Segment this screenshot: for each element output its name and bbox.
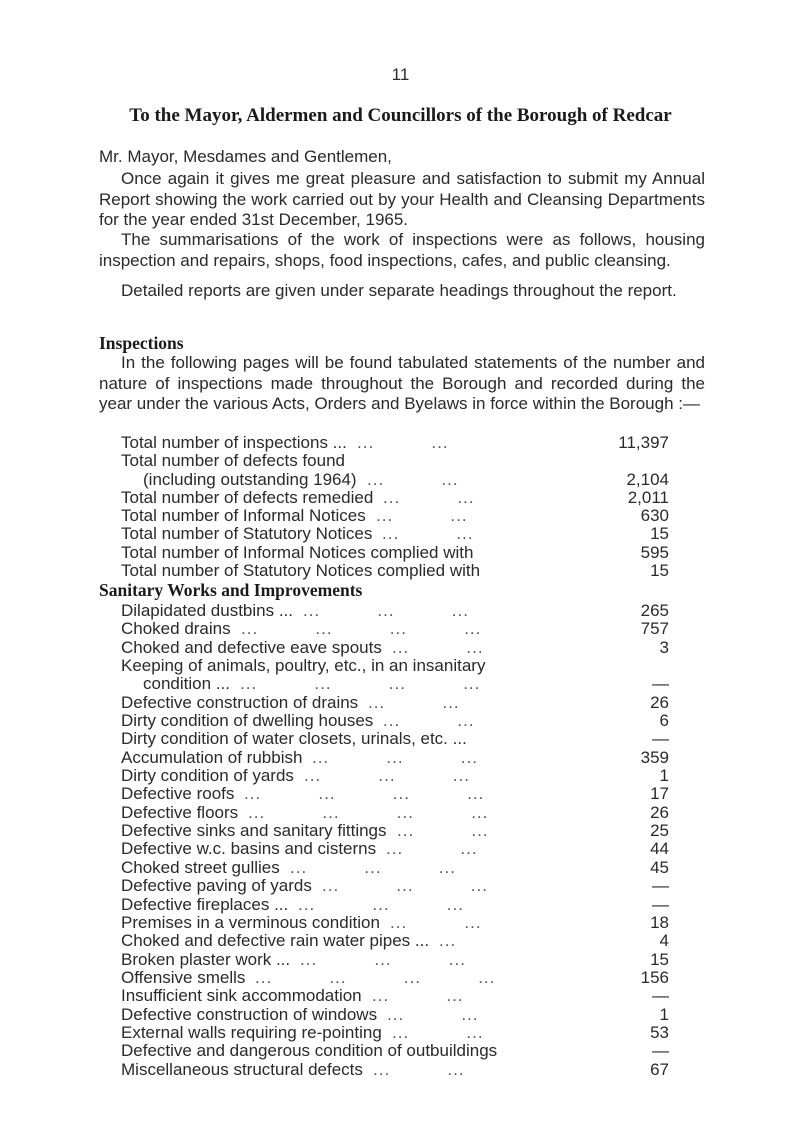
sanitary-row — [121, 1006, 669, 1024]
sanitary-row — [121, 657, 669, 675]
inspection-row — [121, 452, 669, 470]
sanitary-row — [121, 951, 669, 969]
sanitary-row-label: Defective and dangerous condition of outbuildings — [121, 1041, 498, 1061]
paragraph-1 — [99, 169, 705, 231]
inspection-row-leader-dots: ... ... — [376, 506, 468, 526]
inspection-row-leader-dots: ... ... — [367, 469, 459, 489]
paragraph-1-text: Once again it gives me great pleasure and satisfaction to submit my Annual Report showing the work carried out by your Health and Cleansing Departments for the year ended 31st December, 1965. — [99, 169, 705, 229]
page-number: 11 — [391, 65, 410, 84]
sanitary-row-leader-dots: ... ... — [397, 821, 489, 841]
sanitary-row — [121, 840, 669, 858]
sanitary-row-value: — — [652, 986, 669, 1006]
inspection-row-label: Total number of Statutory Notices — [121, 524, 373, 544]
sanitary-row-leader-dots: ... ... ... — [290, 857, 456, 877]
sanitary-row-label: Dirty condition of yards — [121, 766, 294, 786]
sanitary-row-label: Defective paving of yards — [121, 876, 312, 896]
sanitary-works-list — [121, 602, 669, 1079]
sanitary-row-leader-dots: ... — [439, 931, 457, 951]
sanitary-row — [121, 639, 669, 657]
report-heading: To the Mayor, Aldermen and Councillors of the Borough of Redcar — [129, 105, 672, 126]
sanitary-row-value: 18 — [650, 912, 669, 932]
sanitary-row — [121, 914, 669, 932]
sanitary-row — [121, 859, 669, 877]
sanitary-row-label: Choked and defective rain water pipes ... — [121, 931, 430, 951]
inspections-list — [121, 434, 669, 580]
sanitary-row-leader-dots: ... ... ... ... — [255, 967, 496, 987]
sanitary-row-leader-dots: ... ... — [392, 637, 484, 657]
inspection-row — [121, 434, 669, 452]
sanitary-row-value: 156 — [640, 967, 669, 987]
sanitary-row-value: 4 — [659, 931, 669, 951]
sanitary-row-leader-dots: ... ... ... ... — [241, 619, 482, 639]
sanitary-row-value: 26 — [650, 692, 669, 712]
inspection-row-value: 630 — [640, 506, 669, 526]
paragraph-2-text: The summarisations of the work of inspections were as follows, housing inspection and repairs, shops, food inspections, cafes, and public cleansing. — [99, 230, 705, 270]
sanitary-row-label: Defective fireplaces ... — [121, 894, 289, 914]
sanitary-row-leader-dots: ... ... — [368, 692, 460, 712]
sanitary-row-label: Miscellaneous structural defects — [121, 1059, 363, 1079]
inspection-row-value: 11,397 — [618, 433, 669, 452]
sanitary-row — [121, 804, 669, 822]
sanitary-row-leader-dots: ... ... ... — [304, 766, 470, 786]
inspection-row — [121, 525, 669, 543]
sanitary-row — [121, 822, 669, 840]
sanitary-row-label: External walls requiring re-pointing — [121, 1022, 382, 1042]
sanitary-row-label: Dirty condition of dwelling houses — [121, 711, 374, 731]
sanitary-row — [121, 749, 669, 767]
sanitary-row-value: 44 — [650, 839, 669, 859]
inspection-row-value: 15 — [650, 524, 669, 544]
sanitary-row-leader-dots: ... ... — [386, 839, 478, 859]
sanitary-row-leader-dots: ... ... — [392, 1022, 484, 1042]
paragraph-3-text: Detailed reports are given under separate headings throughout the report. — [121, 281, 677, 300]
sanitary-row-label: Offensive smells — [121, 967, 246, 987]
sanitary-row — [121, 620, 669, 638]
sanitary-row-label: Choked and defective eave spouts — [121, 637, 382, 657]
sanitary-row-value: — — [652, 876, 669, 896]
inspection-row-leader-dots: ... ... — [357, 433, 449, 452]
sanitary-row-label: Defective floors — [121, 802, 239, 822]
sanitary-row-label: Accumulation of rubbish — [121, 747, 303, 767]
sanitary-row — [121, 987, 669, 1005]
sanitary-row — [121, 1061, 669, 1079]
sanitary-row — [121, 602, 669, 620]
sanitary-row-label: Insufficient sink accommodation — [121, 986, 362, 1006]
sanitary-row-value: 53 — [650, 1022, 669, 1042]
sanitary-row — [121, 877, 669, 895]
sanitary-row-value: — — [652, 729, 669, 749]
sanitary-row-leader-dots: ... ... — [390, 912, 482, 932]
sanitary-row-value: 26 — [650, 802, 669, 822]
inspection-row-value: 595 — [640, 542, 669, 562]
sanitary-row-leader-dots: ... ... ... — [298, 894, 464, 914]
inspection-row-label: (including outstanding 1964) — [143, 469, 357, 489]
inspection-row-value: 2,011 — [627, 487, 669, 507]
sanitary-row-value: 1 — [659, 1004, 669, 1024]
sanitary-row-label: Defective construction of drains — [121, 692, 359, 712]
inspection-row-value: 2,104 — [626, 469, 669, 489]
sanitary-row-value: 359 — [640, 747, 669, 767]
inspection-row-leader-dots: ... ... — [382, 524, 474, 544]
paragraph-2 — [99, 230, 705, 271]
sanitary-row-label: Choked drains — [121, 619, 231, 639]
inspection-row — [121, 507, 669, 525]
sanitary-row — [121, 694, 669, 712]
sanitary-row-value: — — [652, 894, 669, 914]
sanitary-row — [121, 969, 669, 987]
sanitary-row-value: 265 — [640, 601, 669, 620]
sanitary-row-value: 1 — [659, 766, 669, 786]
sanitary-row — [121, 932, 669, 950]
sanitary-row-leader-dots: ... ... ... ... — [240, 674, 481, 694]
sanitary-row-leader-dots: ... ... — [372, 986, 464, 1006]
sanitary-row — [121, 730, 669, 748]
paragraph-3 — [99, 281, 705, 302]
sanitary-row-leader-dots: ... ... ... — [300, 949, 466, 969]
inspections-intro-text: In the following pages will be found tabulated statements of the number and nature of inspections made throughout the Borough and recorded during the year under the various Acts, Orders and Byelaws in force within the Borough :— — [99, 353, 705, 413]
sanitary-row — [121, 896, 669, 914]
inspection-row-value: 15 — [650, 561, 669, 581]
sanitary-row-value: — — [652, 674, 669, 694]
sanitary-row-label: Defective roofs — [121, 784, 235, 804]
sanitary-row-label: Defective construction of windows — [121, 1004, 378, 1024]
sanitary-row — [121, 1042, 669, 1060]
sanitary-row-value: 3 — [659, 637, 669, 657]
sanitary-title: Sanitary Works and Improvements — [99, 580, 363, 600]
inspections-title: Inspections — [99, 333, 184, 353]
sanitary-row-leader-dots: ... ... — [387, 1004, 479, 1024]
sanitary-row-label: Premises in a verminous condition — [121, 912, 380, 932]
sanitary-row-leader-dots: ... ... ... ... — [248, 802, 489, 822]
sanitary-row-value: 45 — [650, 857, 669, 877]
inspection-row-label: Total number of defects remedied — [121, 487, 374, 507]
sanitary-row — [121, 1024, 669, 1042]
inspection-row — [121, 544, 669, 562]
sanitary-row-leader-dots: ... ... ... — [312, 747, 478, 767]
sanitary-row-label: condition ... — [143, 674, 230, 694]
sanitary-row — [121, 675, 669, 693]
sanitary-row — [121, 785, 669, 803]
sanitary-row-value: 67 — [650, 1059, 669, 1079]
inspection-row-label: Total number of Informal Notices complied with — [121, 542, 474, 562]
sanitary-row-leader-dots: ... ... — [373, 1059, 465, 1079]
sanitary-row-value: 15 — [650, 949, 669, 969]
inspection-row-label: Total number of Statutory Notices complied with — [121, 561, 481, 581]
sanitary-row-value: 17 — [650, 784, 669, 804]
inspection-row — [121, 489, 669, 507]
inspections-intro — [99, 353, 705, 415]
inspection-row-label: Total number of Informal Notices — [121, 506, 366, 526]
sanitary-row-value: 6 — [659, 711, 669, 731]
sanitary-row-value: 757 — [640, 619, 669, 639]
sanitary-row-label: Keeping of animals, poultry, etc., in an insanitary — [121, 656, 486, 676]
sanitary-row-leader-dots: ... ... — [383, 711, 475, 731]
inspection-row — [121, 562, 669, 580]
sanitary-row-value: — — [652, 1041, 669, 1061]
sanitary-row-leader-dots: ... ... ... ... — [244, 784, 485, 804]
sanitary-row-label: Choked street gullies — [121, 857, 280, 877]
sanitary-row — [121, 767, 669, 785]
inspection-row — [121, 471, 669, 489]
sanitary-row-label: Dirty condition of water closets, urinals, etc. ... — [121, 729, 467, 749]
sanitary-row-label: Dilapidated dustbins ... — [121, 601, 293, 620]
salutation: Mr. Mayor, Mesdames and Gentlemen, — [99, 147, 392, 166]
sanitary-row-label: Defective sinks and sanitary fittings — [121, 821, 387, 841]
sanitary-row-value: 25 — [650, 821, 669, 841]
sanitary-row-leader-dots: ... ... ... — [322, 876, 488, 896]
sanitary-row — [121, 712, 669, 730]
sanitary-row-label: Broken plaster work ... — [121, 949, 291, 969]
inspection-row-leader-dots: ... ... — [383, 487, 475, 507]
sanitary-row-label: Defective w.c. basins and cisterns — [121, 839, 377, 859]
inspection-row-label: Total number of inspections ... — [121, 433, 347, 452]
inspection-row-label: Total number of defects found — [121, 451, 345, 471]
sanitary-row-leader-dots: ... ... ... — [303, 601, 469, 620]
